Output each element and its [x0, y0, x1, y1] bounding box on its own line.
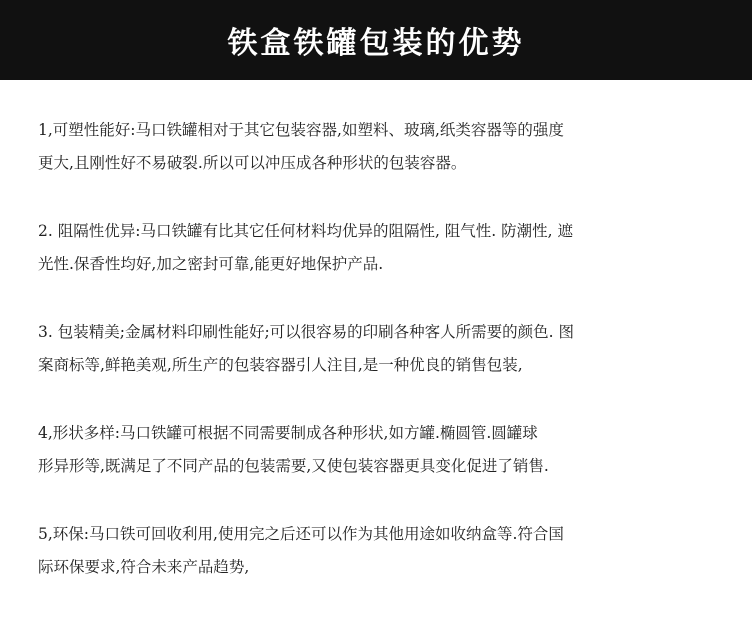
paragraph-line: 2. 阻隔性优异:马口铁罐有比其它任何材料均优异的阻隔性, 阻气性. 防潮性, 遮	[38, 222, 574, 240]
paragraph-line: 1,可塑性能好:马口铁罐相对于其它包装容器,如塑料、玻璃,纸类容器等的强度	[38, 121, 564, 139]
advantage-paragraph-2	[38, 215, 734, 281]
paragraph-line: 际环保要求,符合未来产品趋势,	[38, 558, 250, 576]
advantage-paragraph-5	[38, 518, 734, 584]
page-title: 铁盒铁罐包装的优势	[227, 26, 525, 61]
paragraph-line: 4,形状多样:马口铁罐可根据不同需要制成各种形状,如方罐.椭圆管.圆罐球	[38, 424, 538, 442]
paragraph-line: 形异形等,既满足了不同产品的包装需要,又使包装容器更具变化促进了销售.	[38, 457, 549, 475]
paragraph-line: 更大,且刚性好不易破裂.所以可以冲压成各种形状的包装容器。	[38, 154, 467, 172]
paragraph-line: 光性.保香性均好,加之密封可靠,能更好地保护产品.	[38, 255, 384, 273]
paragraph-line: 5,环保:马口铁可回收利用,使用完之后还可以作为其他用途如收纳盒等.符合国	[38, 525, 564, 543]
advantage-paragraph-4	[38, 417, 734, 483]
paragraph-line: 3. 包装精美;金属材料印刷性能好;可以很容易的印刷各种客人所需要的颜色. 图	[38, 323, 575, 341]
paragraph-line: 案商标等,鲜艳美观,所生产的包装容器引人注目,是一种优良的销售包装,	[38, 356, 523, 374]
advantages-list	[38, 114, 734, 584]
advantage-paragraph-3	[38, 316, 734, 382]
title-banner	[0, 0, 752, 80]
advantage-paragraph-1	[38, 114, 734, 180]
